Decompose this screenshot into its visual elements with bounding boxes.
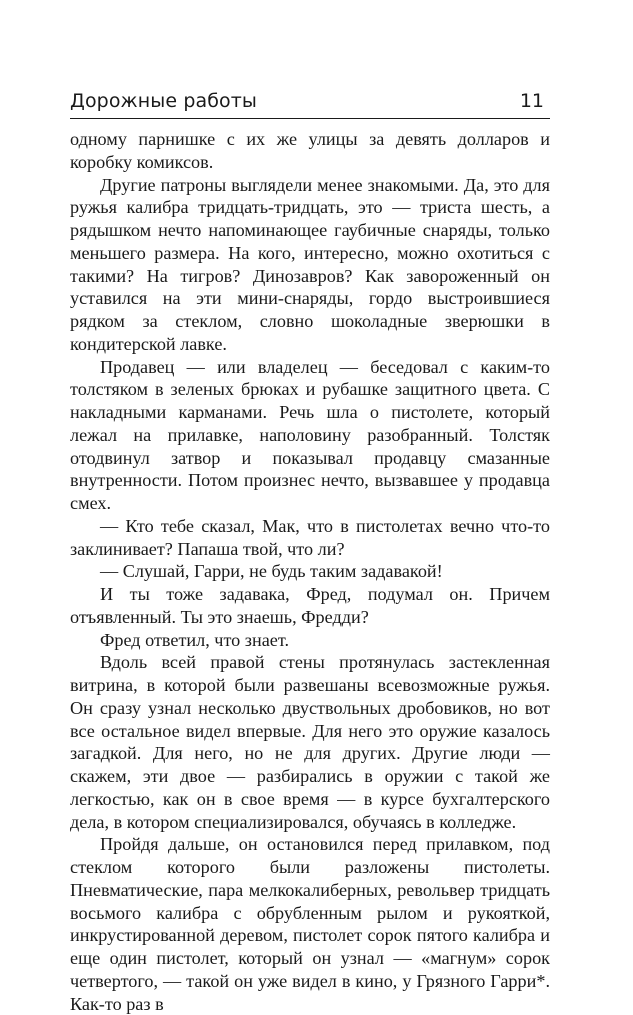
running-header: [70, 88, 550, 119]
paragraph: Фред ответил, что знает.: [100, 629, 289, 650]
paragraph: И ты тоже задавака, Фред, подумал он. Причем отъявленный. Ты это знаешь, Фредди?: [70, 584, 550, 627]
paragraph: Продавец — или владелец — беседовал с каким-то толстяком в зеленых брюках и рубашке защитного цвета. С накладными карманами. Речь шла о пистолете, который лежал на прилавке, наполовину разобранный. Толстяк отодвинул затвор и показывал продавцу смазанные внутренности. Потом произнес нечто, вызвавшее у продавца смех.: [70, 356, 550, 513]
paragraph: Другие патроны выглядели менее знакомыми. Да, это для ружья калибра тридцать-тридцать, это — триста шесть, а рядышком нечто напоминающее гаубичные снаряды, только меньшего размера. На кого, интересно, можно охотиться с такими? На тигров? Динозавров? Как завороженный он уставился на эти мини-снаряды, гордо выстроившиеся рядком за стеклом, словно шоколадные зверюшки в кондитерской лавке.: [70, 174, 550, 354]
chapter-title: Дорожные работы: [70, 90, 258, 112]
paragraph-continuation: одному парнишке с их же улицы за девять долларов и коробку комиксов.: [70, 129, 550, 172]
body-text: [70, 128, 550, 1015]
dialogue-line: — Кто тебе сказал, Мак, что в пистолетах вечно что-то заклинивает? Папаша твой, что ли?: [70, 515, 550, 559]
paragraph: Пройдя дальше, он остановился перед прилавком, под стеклом которого были разложены пистолеты. Пневматические, пара мелкокалиберных, револьвер тридцать восьмого калибра с обрубленным рылом и рукояткой, инкрустированной деревом, пистолет сорок пятого калибра и еще один пистолет, который он узнал — «магнум» сорок четвертого, — такой он уже видел в кино, у Грязного Гарри*. Как-то раз в: [70, 834, 550, 1014]
dialogue-line: — Слушай, Гарри, не будь таким задавакой!: [100, 561, 443, 582]
paragraph: Вдоль всей правой стены протянулась застекленная витрина, в которой были развешаны всевозможные ружья. Он сразу узнал несколько двуствольных дробовиков, но вот все остальное видел впервые. Для него это оружие казалось загадкой. Для него, но не для других. Другие люди — скажем, эти двое — разбирались в оружии с такой же легкостью, как он в свое время — в курсе бухгалтерского дела, в котором специализировался, обучаясь в колледже.: [70, 652, 550, 832]
page-number: 11: [519, 90, 544, 112]
